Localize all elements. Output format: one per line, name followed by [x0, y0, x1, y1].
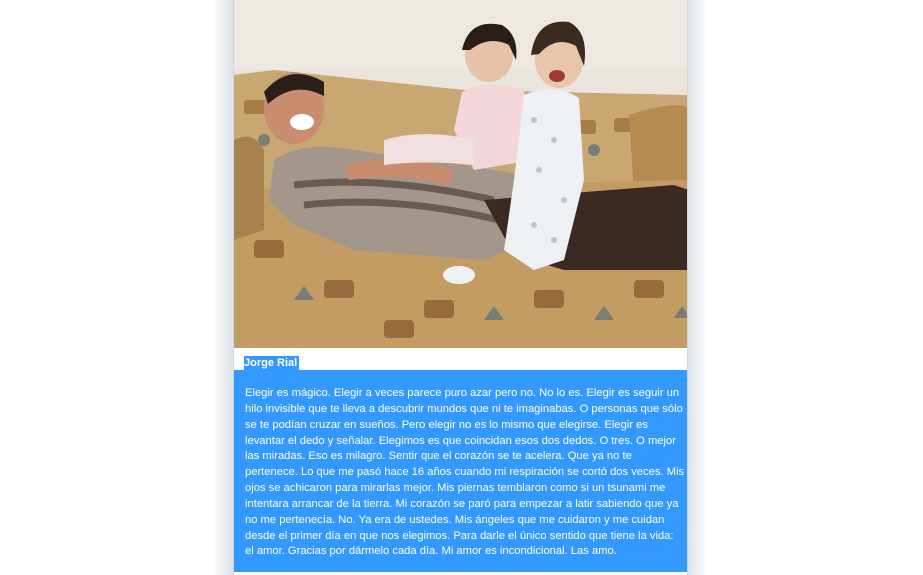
post-photo[interactable]: [234, 0, 688, 348]
selection-blank-line: [234, 370, 688, 384]
post-card: [233, 0, 688, 575]
post-body-text[interactable]: Elegir es mágico. Elegir a veces parece puro azar pero no. No lo es. Elegir es seguir un hilo invisible que te lleva a descubrir mundos que ni te imaginabas. O personas que sólo se te podían cruzar en sueños. Pero elegir no es lo mismo que elegirse. Elegir es levantar el dedo y señalar. Elegimos es que coincidan esos dos dedos. O tres. O mejor las miradas. Eso es milagro. Sentir que el corazón se te acelera. Que ya no te pertenece. Lo que me pasó hace 16 años cuando mi respiración se cortó dos veces. Mis ojos se achicaron para mirarlas mejor. Mis piernas temblaron como si un tsunami me intentara arrancar de la tierra. Mi corazón se paró para empezar a latir sabiendo que ya no me pertenecía. No. Ya era de ustedes. Mis ángeles que me cuidaron y me cuidan desde el primer día en que nos elegimos. Para darle el único sentido que tiene la vida: el amor. Gracias por dármelo cada día. Mi amor es incondicional. Las amo.: [234, 384, 688, 572]
post-author[interactable]: Jorge Rial: [244, 357, 298, 369]
page-gutter-right: [688, 0, 708, 575]
page-gutter-left: [213, 0, 233, 575]
family-photo-image: [234, 0, 688, 348]
selection-gap: [234, 356, 244, 370]
selected-post-text[interactable]: [234, 356, 688, 575]
